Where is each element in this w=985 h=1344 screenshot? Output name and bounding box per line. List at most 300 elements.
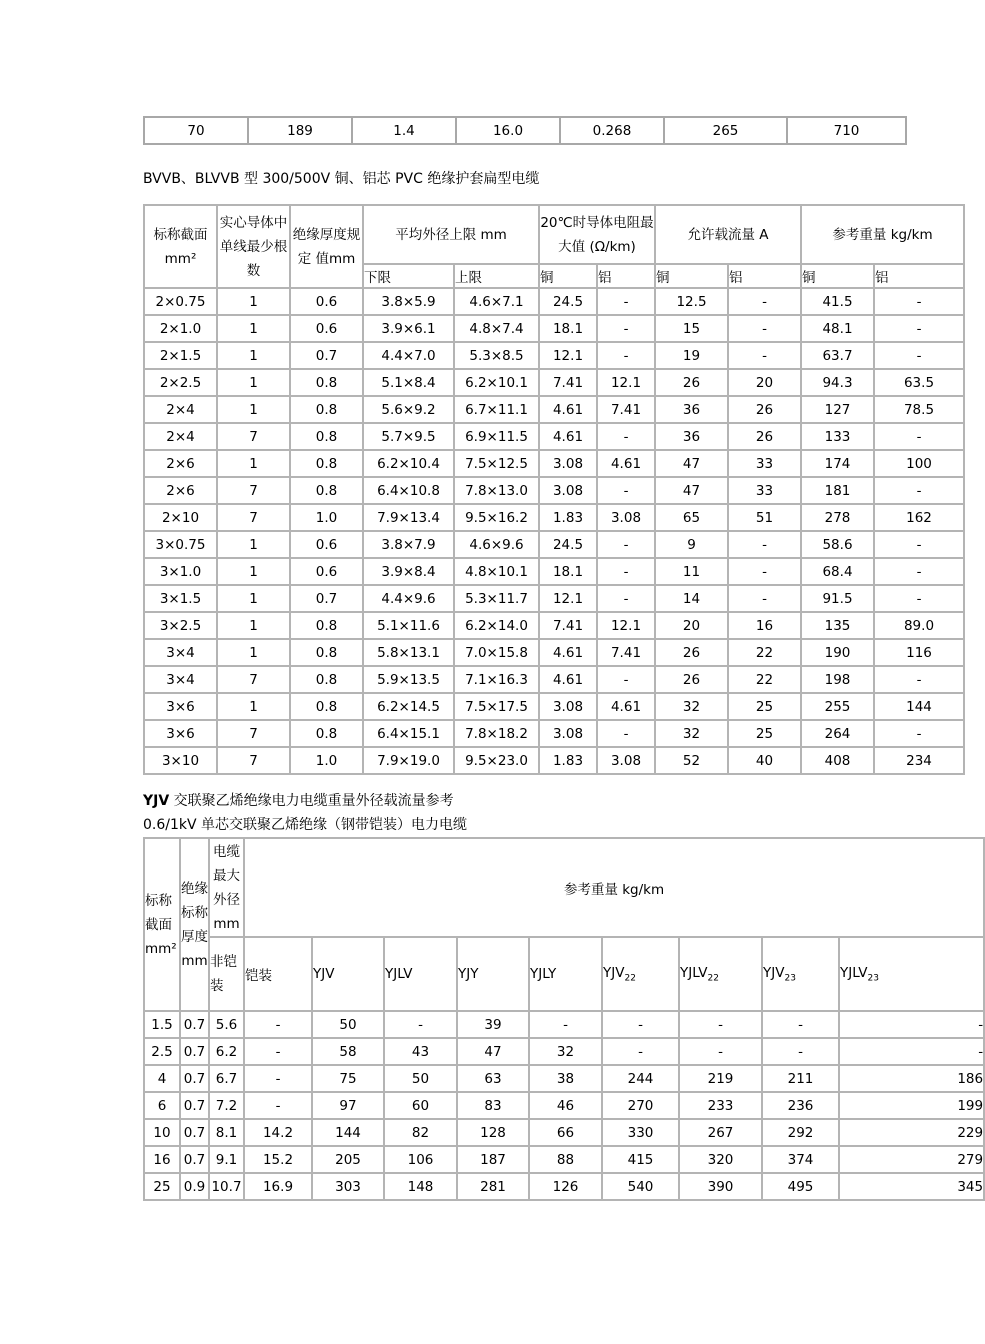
table-row — [144, 1038, 984, 1065]
table-cell: 32 — [529, 1038, 602, 1065]
table-row — [144, 1092, 984, 1119]
table-cell: 1 — [217, 693, 290, 720]
header-resistance: 20℃时导体电阻最大值 (Ω/km) — [539, 205, 655, 264]
table-row — [144, 639, 964, 666]
table-cell: 126 — [529, 1173, 602, 1200]
table-cell: 7.8×13.0 — [454, 477, 539, 504]
table-cell: 15 — [655, 315, 728, 342]
table-cell: 9.1 — [209, 1146, 244, 1173]
table-cell: 94.3 — [801, 369, 874, 396]
table-cell: 0.8 — [290, 423, 363, 450]
table-cell: - — [602, 1011, 679, 1038]
table-cell: - — [874, 558, 964, 585]
table-row — [144, 1146, 984, 1173]
table-cell: 5.3×11.7 — [454, 585, 539, 612]
table-cell: 12.1 — [539, 585, 597, 612]
table-cell: 36 — [655, 396, 728, 423]
header-type-yjlv: YJLV — [384, 937, 457, 1011]
table-cell: 7 — [217, 477, 290, 504]
table-cell: 1.0 — [290, 504, 363, 531]
table-cell: 52 — [655, 747, 728, 774]
table-cell: 1.5 — [144, 1011, 180, 1038]
table-cell: - — [244, 1011, 312, 1038]
table-cell: 270 — [602, 1092, 679, 1119]
table-cell: 6 — [144, 1092, 180, 1119]
table-cell: 4.4×9.6 — [363, 585, 454, 612]
section-title-bvvb: BVVB、BLVVB 型 300/500V 铜、铝芯 PVC 绝缘护套扁型电缆 — [143, 171, 540, 187]
table-cell: 1 — [217, 585, 290, 612]
table-cell: 82 — [384, 1119, 457, 1146]
table-cell: 0.7 — [180, 1146, 209, 1173]
table-cell: - — [728, 585, 801, 612]
table-cell: 390 — [679, 1173, 762, 1200]
table-cell: - — [874, 531, 964, 558]
table-cell: 4.8×10.1 — [454, 558, 539, 585]
table-cell: 16 — [144, 1146, 180, 1173]
table-cell: 303 — [312, 1173, 384, 1200]
table-cell: 2×6 — [144, 450, 217, 477]
table-cell: 374 — [762, 1146, 839, 1173]
table-cell: - — [728, 342, 801, 369]
table-cell: - — [597, 423, 655, 450]
table-cell: 6.4×15.1 — [363, 720, 454, 747]
table-cell: 186 — [839, 1065, 984, 1092]
table-cell: 7 — [217, 504, 290, 531]
table-cell: 36 — [655, 423, 728, 450]
table-cell: 278 — [801, 504, 874, 531]
table-cell: 0.8 — [290, 693, 363, 720]
table-cell: 12.5 — [655, 288, 728, 315]
table-cell: 58.6 — [801, 531, 874, 558]
table-cell: 4.6×9.6 — [454, 531, 539, 558]
table-cell: 3×2.5 — [144, 612, 217, 639]
table-cell: 244 — [602, 1065, 679, 1092]
table-cell: - — [597, 558, 655, 585]
table-cell: 408 — [801, 747, 874, 774]
table-cell: 50 — [384, 1065, 457, 1092]
table-cell: 2×4 — [144, 423, 217, 450]
table-cell: 0.7 — [290, 585, 363, 612]
table-cell: 4.8×7.4 — [454, 315, 539, 342]
header-al: 铝 — [597, 264, 655, 288]
table-cell: 14 — [655, 585, 728, 612]
table-cell: 4.61 — [539, 423, 597, 450]
table-cell: 7.2 — [209, 1092, 244, 1119]
table-cell: 205 — [312, 1146, 384, 1173]
table-cell: 6.2×10.1 — [454, 369, 539, 396]
table-cell: 1 — [217, 396, 290, 423]
table-cell: 3×0.75 — [144, 531, 217, 558]
table-cell: 3.8×7.9 — [363, 531, 454, 558]
table-cell: 320 — [679, 1146, 762, 1173]
table-cell: 3×6 — [144, 693, 217, 720]
table-cell: - — [762, 1011, 839, 1038]
table-cell: - — [874, 720, 964, 747]
table-cell: 63.7 — [801, 342, 874, 369]
table-cell: 7.41 — [597, 639, 655, 666]
table-cell: 4.61 — [539, 639, 597, 666]
table-cell: 26 — [728, 396, 801, 423]
table-row — [144, 558, 964, 585]
table-cell: 2×2.5 — [144, 369, 217, 396]
table-cell: - — [874, 342, 964, 369]
table-cell: 255 — [801, 693, 874, 720]
table-cell: 24.5 — [539, 531, 597, 558]
table-cell: 43 — [384, 1038, 457, 1065]
table-cell: 128 — [457, 1119, 529, 1146]
table-cell: - — [874, 288, 964, 315]
table-row — [144, 342, 964, 369]
table-cell: 19 — [655, 342, 728, 369]
table-cell: 264 — [801, 720, 874, 747]
header-row — [144, 838, 984, 937]
table-cell: 7.9×13.4 — [363, 504, 454, 531]
table-cell: 5.9×13.5 — [363, 666, 454, 693]
table-cell: 7 — [217, 423, 290, 450]
table-cell: 495 — [762, 1173, 839, 1200]
header-ref-weight: 参考重量 kg/km — [801, 205, 964, 264]
header-ref-weight: 参考重量 kg/km — [244, 838, 984, 937]
header-unarmored: 非铠装 — [209, 937, 244, 1011]
header-outer-diameter: 平均外径上限 mm — [363, 205, 539, 264]
header-row — [144, 205, 964, 264]
table-cell: 198 — [801, 666, 874, 693]
subheader-row — [144, 937, 984, 1011]
table-row — [144, 423, 964, 450]
table-cell: 1 — [217, 315, 290, 342]
table-cell: - — [679, 1011, 762, 1038]
table-cell: 0.7 — [180, 1038, 209, 1065]
header-type-yjy: YJY — [457, 937, 529, 1011]
table-cell: 68.4 — [801, 558, 874, 585]
table-cell: 116 — [874, 639, 964, 666]
table-cell: 7.41 — [539, 612, 597, 639]
table-cell: 97 — [312, 1092, 384, 1119]
table-cell: 0.8 — [290, 639, 363, 666]
header-type-yjv22: $YJV_{22}$ — [602, 937, 679, 1011]
table-cell: 229 — [839, 1119, 984, 1146]
table-cell: 51 — [728, 504, 801, 531]
table-cell: 0.8 — [290, 450, 363, 477]
table-cell: - — [597, 288, 655, 315]
table-cell: - — [728, 288, 801, 315]
table-cell: - — [244, 1092, 312, 1119]
table-cell: 33 — [728, 450, 801, 477]
header-ampacity: 允许载流量 A — [655, 205, 801, 264]
table-cell: 7.5×17.5 — [454, 693, 539, 720]
table-cell: 11 — [655, 558, 728, 585]
table-cell: 26 — [655, 369, 728, 396]
table-cell: 26 — [655, 639, 728, 666]
table-cell: - — [874, 477, 964, 504]
header-type-yjlv22: $YJLV_{22}$ — [679, 937, 762, 1011]
table-row — [144, 693, 964, 720]
cell: 0.268 — [560, 117, 664, 144]
table-body — [144, 1011, 984, 1200]
table-cell: 279 — [839, 1146, 984, 1173]
table-row — [144, 612, 964, 639]
table-cell: 12.1 — [597, 369, 655, 396]
table-cell: 38 — [529, 1065, 602, 1092]
table-cell: 0.6 — [290, 315, 363, 342]
table-cell: 6.2×14.0 — [454, 612, 539, 639]
table-cell: 91.5 — [801, 585, 874, 612]
table-row — [144, 117, 906, 144]
table-cell: - — [728, 558, 801, 585]
table-row — [144, 1011, 984, 1038]
table-cell: 24.5 — [539, 288, 597, 315]
table-cell: - — [874, 315, 964, 342]
table-cell: 3.08 — [539, 720, 597, 747]
table-cell: 41.5 — [801, 288, 874, 315]
table-cell: 88 — [529, 1146, 602, 1173]
table-cell: 22 — [728, 639, 801, 666]
table-cell: - — [874, 666, 964, 693]
table-cell: 5.1×8.4 — [363, 369, 454, 396]
table-cell: 0.7 — [180, 1092, 209, 1119]
table-row — [144, 504, 964, 531]
table-cell: - — [762, 1038, 839, 1065]
table-cell: 1 — [217, 450, 290, 477]
table-cell: 9.5×16.2 — [454, 504, 539, 531]
table-row — [144, 585, 964, 612]
table-cell: 20 — [728, 369, 801, 396]
table-cell: 83 — [457, 1092, 529, 1119]
table-cell: 7 — [217, 720, 290, 747]
table-cell: 4 — [144, 1065, 180, 1092]
header-max-diameter: 电缆最大外径mm — [209, 838, 244, 937]
table-cell: 47 — [457, 1038, 529, 1065]
table-cell: 12.1 — [597, 612, 655, 639]
table-cell: 7.5×12.5 — [454, 450, 539, 477]
table-row — [144, 720, 964, 747]
yjv-cable-table — [143, 837, 985, 1201]
table-cell: - — [597, 315, 655, 342]
table-cell: 47 — [655, 477, 728, 504]
table-cell: 0.8 — [290, 612, 363, 639]
header-type-yjly: YJLY — [529, 937, 602, 1011]
table-cell: 0.9 — [180, 1173, 209, 1200]
table-cell: 100 — [874, 450, 964, 477]
table-cell: 3×4 — [144, 666, 217, 693]
table-cell: 7.0×15.8 — [454, 639, 539, 666]
table-cell: 1 — [217, 612, 290, 639]
table-cell: 18.1 — [539, 558, 597, 585]
table-cell: 236 — [762, 1092, 839, 1119]
table-cell: 0.6 — [290, 531, 363, 558]
header-al: 铝 — [728, 264, 801, 288]
table-cell: 1 — [217, 369, 290, 396]
table-cell: 5.8×13.1 — [363, 639, 454, 666]
table-cell: 2×1.0 — [144, 315, 217, 342]
table-cell: 1.0 — [290, 747, 363, 774]
table-cell: 4.61 — [539, 666, 597, 693]
table-cell: 6.9×11.5 — [454, 423, 539, 450]
table-cell: 32 — [655, 720, 728, 747]
header-insulation-thickness: 绝缘厚度规定 值mm — [290, 205, 363, 288]
table-row — [144, 666, 964, 693]
table-cell: - — [597, 666, 655, 693]
table-cell: 135 — [801, 612, 874, 639]
table-cell: 267 — [679, 1119, 762, 1146]
table-cell: 133 — [801, 423, 874, 450]
table-cell: 48.1 — [801, 315, 874, 342]
table-cell: 2×0.75 — [144, 288, 217, 315]
table-cell: 7.1×16.3 — [454, 666, 539, 693]
table-cell: 5.6 — [209, 1011, 244, 1038]
table-cell: 47 — [655, 450, 728, 477]
table-cell: 16 — [728, 612, 801, 639]
table-cell: 292 — [762, 1119, 839, 1146]
table-cell: 32 — [655, 693, 728, 720]
table-cell: 63.5 — [874, 369, 964, 396]
header-nominal-section: 标称截面mm² — [144, 205, 217, 288]
table-cell: - — [874, 585, 964, 612]
table-cell: 6.2×10.4 — [363, 450, 454, 477]
table-cell: 15.2 — [244, 1146, 312, 1173]
table-cell: - — [244, 1038, 312, 1065]
table-cell: 39 — [457, 1011, 529, 1038]
cell: 16.0 — [456, 117, 560, 144]
table-cell: - — [597, 720, 655, 747]
table-cell: 1 — [217, 342, 290, 369]
table-cell: 5.1×11.6 — [363, 612, 454, 639]
header-upper: 上限 — [454, 264, 539, 288]
table-cell: 0.7 — [180, 1011, 209, 1038]
table-cell: 219 — [679, 1065, 762, 1092]
table-cell: - — [244, 1065, 312, 1092]
table-cell: 174 — [801, 450, 874, 477]
table-cell: 0.6 — [290, 558, 363, 585]
table-cell: 7.8×18.2 — [454, 720, 539, 747]
table-cell: 9.5×23.0 — [454, 747, 539, 774]
header-nominal-section: 标称截面mm² — [144, 838, 180, 1011]
table-cell: 540 — [602, 1173, 679, 1200]
table-cell: 0.7 — [180, 1065, 209, 1092]
table-cell: 8.1 — [209, 1119, 244, 1146]
table-row — [144, 747, 964, 774]
table-cell: - — [874, 423, 964, 450]
table-cell: 33 — [728, 477, 801, 504]
table-cell: 14.2 — [244, 1119, 312, 1146]
table-row — [144, 369, 964, 396]
cell: 710 — [787, 117, 906, 144]
table-row — [144, 288, 964, 315]
table-cell: 2×10 — [144, 504, 217, 531]
table-cell: 6.7 — [209, 1065, 244, 1092]
table-cell: 63 — [457, 1065, 529, 1092]
table-cell: 127 — [801, 396, 874, 423]
table-cell: 4.61 — [539, 396, 597, 423]
table-cell: 211 — [762, 1065, 839, 1092]
header-insulation-thickness: 绝缘标称厚度mm — [180, 838, 209, 1011]
table-cell: - — [728, 315, 801, 342]
table-cell: - — [529, 1011, 602, 1038]
table-cell: 0.6 — [290, 288, 363, 315]
table-cell: 16.9 — [244, 1173, 312, 1200]
table-cell: 4.4×7.0 — [363, 342, 454, 369]
table-cell: 199 — [839, 1092, 984, 1119]
table-cell: 5.7×9.5 — [363, 423, 454, 450]
table-cell: - — [597, 585, 655, 612]
table-cell: 7 — [217, 747, 290, 774]
table-cell: 148 — [384, 1173, 457, 1200]
table-cell: 12.1 — [539, 342, 597, 369]
table-cell: 2.5 — [144, 1038, 180, 1065]
table-cell: 3.08 — [597, 747, 655, 774]
table-row — [144, 450, 964, 477]
table-cell: 10 — [144, 1119, 180, 1146]
header-al: 铝 — [874, 264, 964, 288]
table-cell: 0.8 — [290, 720, 363, 747]
table-cell: 4.61 — [597, 450, 655, 477]
table-cell: 2×4 — [144, 396, 217, 423]
table-row — [144, 1173, 984, 1200]
table-row — [144, 477, 964, 504]
cell: 70 — [144, 117, 248, 144]
table-row — [144, 1065, 984, 1092]
table-cell: - — [728, 531, 801, 558]
table-cell: 3.9×6.1 — [363, 315, 454, 342]
table-cell: 60 — [384, 1092, 457, 1119]
table-cell: 1 — [217, 639, 290, 666]
table-cell: 58 — [312, 1038, 384, 1065]
table-cell: 40 — [728, 747, 801, 774]
table-row — [144, 396, 964, 423]
table-cell: 20 — [655, 612, 728, 639]
table-cell: 2×6 — [144, 477, 217, 504]
table-cell: 3.08 — [539, 477, 597, 504]
table-cell: 66 — [529, 1119, 602, 1146]
table-cell: - — [839, 1011, 984, 1038]
table-cell: 106 — [384, 1146, 457, 1173]
table-cell: 2×1.5 — [144, 342, 217, 369]
table-cell: 234 — [874, 747, 964, 774]
table-cell: 190 — [801, 639, 874, 666]
table-cell: 3×4 — [144, 639, 217, 666]
table-cell: 0.8 — [290, 369, 363, 396]
title-bold-prefix: YJV — [143, 793, 170, 809]
table-cell: - — [679, 1038, 762, 1065]
header-cu: 铜 — [539, 264, 597, 288]
cell: 189 — [248, 117, 352, 144]
table-row — [144, 1119, 984, 1146]
table-cell: 5.6×9.2 — [363, 396, 454, 423]
table-cell: 3×1.5 — [144, 585, 217, 612]
title-rest: 交联聚乙烯绝缘电力电缆重量外径载流量参考 — [169, 793, 454, 809]
table-cell: 7 — [217, 666, 290, 693]
table-cell: - — [597, 477, 655, 504]
table-cell: 415 — [602, 1146, 679, 1173]
table-cell: - — [597, 531, 655, 558]
table-cell: 1 — [217, 288, 290, 315]
table-cell: 0.8 — [290, 666, 363, 693]
table-cell: - — [384, 1011, 457, 1038]
table-cell: 7.41 — [539, 369, 597, 396]
table-row — [144, 315, 964, 342]
table-cell: 187 — [457, 1146, 529, 1173]
table-cell: 25 — [728, 720, 801, 747]
table-cell: 18.1 — [539, 315, 597, 342]
table-cell: 22 — [728, 666, 801, 693]
table-cell: 3×10 — [144, 747, 217, 774]
header-min-wires: 实心导体中单线最少根 数 — [217, 205, 290, 288]
table-cell: 78.5 — [874, 396, 964, 423]
table-cell: 6.2 — [209, 1038, 244, 1065]
table-cell: 46 — [529, 1092, 602, 1119]
table-cell: 0.7 — [290, 342, 363, 369]
table-cell: 1.83 — [539, 747, 597, 774]
